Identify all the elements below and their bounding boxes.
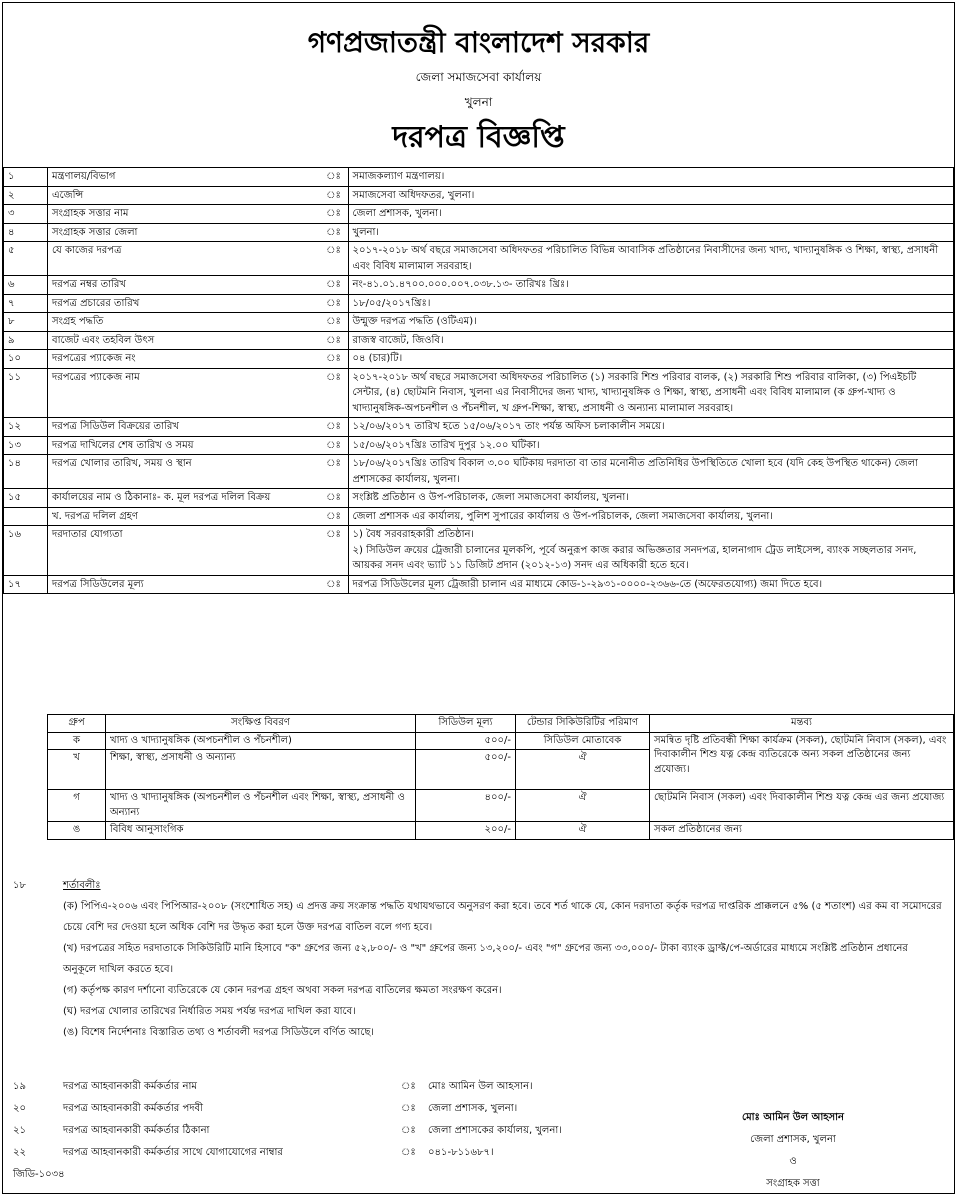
table-row: [4, 455, 954, 489]
col-header-desc: সংক্ষিপ্ত বিবরণ: [106, 715, 416, 733]
signatory-role: সংগ্রাহক সত্তা: [766, 1178, 820, 1189]
row-number: ৭: [4, 294, 48, 313]
signatory-and: ও: [789, 1156, 797, 1167]
table-row: [4, 313, 954, 332]
row-colon: ঃ: [320, 276, 349, 295]
row-colon: ঃ: [320, 575, 349, 594]
table-row: [4, 507, 954, 526]
row-number: ১২: [4, 418, 48, 437]
desc-cell: খাদ্য ও খাদ্যানুষঙ্গিক (অপচনশীল ও পঁচনশীল): [106, 732, 416, 750]
table-row: [4, 205, 954, 224]
row-colon: ঃ: [320, 455, 349, 489]
row-value: ২০১৭-২০১৮ অর্থ বছরে সমাজসেবা অধিদফতর পরিচালিত (১) সরকারি শিশু পরিবার বালক, (২) সরকারি শিশু পরিবার বালিকা, (৩) পিএইচটি সেন্টার, (৪) ছোটমনি নিবাস, খুলনা এর নিবাসীদের জন্য খাদ্য, খাদ্যানুষঙ্গিক ও শিক্ষা, স্বাস্থ্য, প্রসাধনী এবং বিবিধ মালামাল (ক গ্রুপ-খাদ্য ও খাদ্যানুষঙ্গিক-অপচনশীল ও পঁচনশীল, খ গ্রুপ-শিক্ষা, স্বাস্থ্য, প্রসাধনী ও অন্যান্য মালামাল সরবরাহ।: [348, 368, 954, 418]
row-value: ০৪ (চার)টি।: [348, 350, 954, 369]
remarks-cell: সমন্বিত দৃষ্টি প্রতিবন্ধী শিক্ষা কার্যক্রম (সকল), ছোটমনি নিবাস (সকল), এবং দিবাকালীন শিশু যত্ন কেন্দ্র ব্যতিরেকে অন্য সকল প্রতিষ্ঠানের জন্য প্রযোজ্য।: [650, 732, 954, 790]
row-number: ২২: [13, 1147, 27, 1158]
row-value: জেলা প্রশাসকের কার্যালয়, খুলনা।: [428, 1125, 562, 1136]
row-label: দরপত্র আহবানকারী কর্মকর্তার নাম: [63, 1081, 197, 1092]
table-row: [4, 223, 954, 242]
row-number: ২০: [13, 1103, 27, 1114]
office-name: জেলা সমাজসেবা কার্যালয়: [415, 70, 542, 84]
row-number: ৬: [4, 276, 48, 295]
term-item: (খ) দরপত্রের সহিত দরদাতাকে সিকিউরিটি মানি হিসাবে "ক" গ্রুপের জন্য ৫২,৮০০/- ও "খ" গ্রুপের জন্য ১৩,২০০/- এবং "গ" গ্রুপের জন্য ৩৩,০০০/- টাকা ব্যাংক ড্রাফ্ট/পে-অর্ডারের মাধ্যমে সংশ্লিষ্ট প্রতিষ্ঠান প্রধানের অনুকূলে দাখিল করতে হবে।: [63, 943, 908, 975]
table-row: [4, 350, 954, 369]
row-label: বাজেট এবং তহবিল উৎস: [48, 331, 320, 350]
row-label: দরপত্র খোলার তারিখ, সময় ও স্থান: [48, 455, 320, 489]
tender-notice-page: [2, 2, 955, 1194]
row-label: দরপত্র সিডিউল বিক্রয়ের তারিখ: [48, 418, 320, 437]
row-value: সমাজকল্যাণ মন্ত্রণালয়।: [348, 168, 954, 187]
schedule-price-table: [47, 714, 954, 840]
row-value: দরপত্র সিডিউলের মূল্য ট্রেজারী চালান এর মাধ্যমে কোড-১-২৯৩১-০০০০-২৩৬৬-তে (অফেরতযোগ্য) জমা দিতে হবে।: [348, 575, 954, 594]
row-value: ১৮/০৫/২০১৭খ্রিঃ।: [348, 294, 954, 313]
group-cell: খ: [48, 750, 106, 790]
security-cell: ঐ: [516, 790, 650, 822]
row-label: দরপত্র নম্বর তারিখ: [48, 276, 320, 295]
table-row: [4, 575, 954, 594]
row-label: দরপত্র আহবানকারী কর্মকর্তার সাথে যোগাযোগের নাম্বার: [63, 1147, 283, 1158]
row-colon: ঃ: [320, 168, 349, 187]
row-label: দরপত্র প্রচারের তারিখ: [48, 294, 320, 313]
price-cell: ৫০০/-: [416, 732, 516, 750]
desc-cell: খাদ্য ও খাদ্যানুষঙ্গিক (অপচনশীল ও পঁচনশীল এবং শিক্ষা, স্বাস্থ্য, প্রসাধনী ও অন্যান্য: [106, 790, 416, 822]
security-cell: ঐ: [516, 750, 650, 790]
signature-block: [693, 1107, 893, 1195]
row-number: ১৬: [4, 526, 48, 576]
security-cell: সিডিউল মোতাবেক: [516, 732, 650, 750]
price-cell: ৪০০/-: [416, 790, 516, 822]
row-label: এজেন্সি: [48, 186, 320, 205]
row-label: দরপত্র দাখিলের শেষ তারিখ ও সময়: [48, 436, 320, 455]
row-colon: ঃ: [401, 1103, 416, 1114]
table-row: [4, 368, 954, 418]
row-label: দরদাতার যোগ্যতা: [48, 526, 320, 576]
row-number: ১১: [4, 368, 48, 418]
row-value: জেলা প্রশাসক, খুলনা।: [428, 1103, 518, 1114]
desc-cell: বিবিধ আনুসাংগিক: [106, 822, 416, 840]
row-label: দরপত্রের প্যাকেজ নাম: [48, 368, 320, 418]
table-row: [48, 732, 954, 750]
table-row: [4, 526, 954, 576]
row-label: দরপত্র আহবানকারী কর্মকর্তার ঠিকানা: [63, 1125, 210, 1136]
row-value: জেলা প্রশাসক, খুলনা।: [348, 205, 954, 224]
col-header-remarks: মন্তব্য: [650, 715, 954, 733]
row-colon: ঃ: [320, 526, 349, 576]
row-label: দরপত্র সিডিউলের মূল্য: [48, 575, 320, 594]
table-row: [4, 168, 954, 187]
remarks-cell: ছোটমনি নিবাস (সকল) এবং দিবাকালীন শিশু যত্ন কেন্দ্র এর জন্য প্রযোজ্য: [650, 790, 954, 822]
row-number: ১৩: [4, 436, 48, 455]
term-item: (ক) পিপিএ-২০০৬ এবং পিপিআর-২০০৮ (সংশোধিত সহ) এ প্রদত্ত ক্রয় সংক্রান্ত পদ্ধতি যথাযথভাবে অনুসরণ করা হবে। তবে শর্ত থাকে যে, কোন দরদাতা কর্তৃক দরপত্র দাপ্তরিক প্রাক্কলনে ৫% (৫ শতাংশ) এর কম বা সমোদরের চেয়ে বেশি দর দেওয়া হলে অধিক বেশি দর উদ্ধৃত করা হলে উক্ত দরপত্র বাতিল বলে গণ্য হবে।: [63, 901, 942, 933]
group-cell: ঙ: [48, 822, 106, 840]
row-label: সংগ্রাহক সত্তার নাম: [48, 205, 320, 224]
term-item: (ঙ) বিশেষ নির্দেশনাঃ বিস্তারিত তথ্য ও শর্তাবলী দরপত্র সিডিউলে বর্ণিত আছে।: [63, 1027, 374, 1038]
row-colon: ঃ: [320, 368, 349, 418]
row-number: ৮: [4, 313, 48, 332]
row-colon: ঃ: [320, 507, 349, 526]
gd-code: জিডি-১০৩৪: [13, 1169, 65, 1180]
row-label: যে কাজের দরপত্র: [48, 242, 320, 276]
row-number: ২: [4, 186, 48, 205]
table-row: [48, 790, 954, 822]
row-label: সংগ্রহ পদ্ধতি: [48, 313, 320, 332]
terms-number: ১৮: [13, 880, 26, 891]
group-cell: গ: [48, 790, 106, 822]
remarks-cell: সকল প্রতিষ্ঠানের জন্য: [650, 822, 954, 840]
row-colon: ঃ: [320, 242, 349, 276]
government-title: গণপ্রজাতন্ত্রী বাংলাদেশ সরকার: [307, 26, 650, 59]
row-number: ১: [4, 168, 48, 187]
term-item: (গ) কর্তৃপক্ষ কারণ দর্শানো ব্যতিরেকে যে কোন দরপত্র গ্রহণ অথবা সকল দরপত্র বাতিলের ক্ষমতা সংরক্ষণ করেন।: [63, 985, 502, 996]
row-number: ৯: [4, 331, 48, 350]
row-value: রাজস্ব বাজেট, জিওবি।: [348, 331, 954, 350]
row-colon: ঃ: [320, 418, 349, 437]
row-value: খুলনা।: [348, 223, 954, 242]
row-value: মোঃ আমিন উল আহসান।: [428, 1081, 533, 1092]
row-label: খ. দরপত্র দলিল গ্রহণ: [48, 507, 320, 526]
col-header-group: গ্রুপ: [48, 715, 106, 733]
row-colon: ঃ: [320, 186, 349, 205]
security-cell: ঐ: [516, 822, 650, 840]
signatory-designation: জেলা প্রশাসক, খুলনা: [750, 1134, 836, 1145]
row-value: সমাজসেবা অধিদফতর, খুলনা।: [348, 186, 954, 205]
group-cell: ক: [48, 732, 106, 750]
row-value: ১২/০৬/২০১৭ তারিখ হতে ১৫/০৬/২০১৭ তাং পর্যন্ত অফিস চলাকালীন সময়ে।: [348, 418, 954, 437]
office-location: খুলনা: [464, 95, 493, 109]
row-colon: ঃ: [320, 350, 349, 369]
desc-cell: শিক্ষা, স্বাস্থ্য, প্রসাধনী ও অন্যান্য: [106, 750, 416, 790]
term-item: (ঘ) দরপত্র খোলার তারিখের নির্ধারিত সময় পর্যন্ত দরপত্র দাখিল করা যাবে।: [63, 1006, 356, 1017]
row-colon: ঃ: [320, 313, 349, 332]
row-colon: ঃ: [320, 489, 349, 508]
col-header-security: টেন্ডার সিকিউরিটির পরিমাণ: [516, 715, 650, 733]
table-row: [4, 436, 954, 455]
row-colon: ঃ: [320, 436, 349, 455]
table-row: [4, 294, 954, 313]
row-number: ৩: [4, 205, 48, 224]
table-row: [4, 331, 954, 350]
row-label: সংগ্রাহক সত্তার জেলা: [48, 223, 320, 242]
table-row: [48, 822, 954, 840]
row-value: ১৮/০৬/২০১৭খ্রিঃ তারিখ বিকাল ৩.০০ ঘটিকায় দরদাতা বা তার মনোনীত প্রতিনিধির উপস্থিতিতে খোলা হবে (যদি কেহ উপস্থিত থাকেন) জেলা প্রশাসকের কার্যালয়, খুলনা।: [348, 455, 954, 489]
row-number: ১৭: [4, 575, 48, 594]
col-header-price: সিডিউল মূল্য: [416, 715, 516, 733]
row-number: ১৫: [4, 489, 48, 508]
row-value: উন্মুক্ত দরপত্র পদ্ধতি (ওটিএম)।: [348, 313, 954, 332]
row-value: ১) বৈধ সরবরাহকারী প্রতিষ্ঠান। ২) সিডিউল ক্রয়ের ট্রেজারী চালানের মূলকপি, পূর্বে অনুরূপ কাজ করার অভিজ্ঞতার সনদপত্র, হালনাগাদ ট্রেড লাইসেন্স, ব্যাংক সচ্ছলতার সনদ, আয়কর সনদ এবং ভ্যাট ১১ ডিজিট প্রদান (২০১২-১৩) সনদ এর অধিকারী হতে হবে।: [348, 526, 954, 576]
row-colon: ঃ: [401, 1081, 416, 1092]
row-colon: ঃ: [320, 331, 349, 350]
row-number: ১০: [4, 350, 48, 369]
notice-title: দরপত্র বিজ্ঞপ্তি: [392, 120, 565, 155]
row-number: ২১: [13, 1125, 26, 1136]
row-value: ১৫/০৬/২০১৭খ্রিঃ তারিখ দুপুর ১২.০০ ঘটিকা।: [348, 436, 954, 455]
table-row: [4, 489, 954, 508]
row-number: ১৪: [4, 455, 48, 489]
row-colon: ঃ: [401, 1147, 416, 1158]
signatory-name: মোঃ আমিন উল আহসান: [742, 1112, 844, 1123]
row-value: ০৪১-৮১১৬৮৭।: [428, 1147, 494, 1158]
terms-title: শর্তাবলীঃ: [63, 880, 101, 891]
price-cell: ৫০০/-: [416, 750, 516, 790]
row-value: নং-৪১.০১.৪৭০০.০০০.০০৭.০৩৮.১৩- তারিখঃ খ্রিঃ।: [348, 276, 954, 295]
row-number: ৪: [4, 223, 48, 242]
tender-info-table: [3, 167, 954, 594]
table-row: [4, 276, 954, 295]
table-row: [4, 242, 954, 276]
row-label: দরপত্রের প্যাকেজ নং: [48, 350, 320, 369]
row-value: জেলা প্রশাসক এর কার্যালয়, পুলিশ সুপারের কার্যালয় ও উপ-পরিচালক, জেলা সমাজসেবা কার্যালয়, খুলনা।: [348, 507, 954, 526]
row-label: মন্ত্রণালয়/বিভাগ: [48, 168, 320, 187]
row-colon: ঃ: [401, 1125, 416, 1136]
row-colon: ঃ: [320, 205, 349, 224]
row-label: দরপত্র আহবানকারী কর্মকর্তার পদবী: [63, 1103, 203, 1114]
terms-list: [63, 896, 943, 1043]
row-value: ২০১৭-২০১৮ অর্থ বছরে সমাজসেবা অধিদফতর পরিচালিত বিভিন্ন আবাসিক প্রতিষ্ঠানের নিবাসীদের জন্য খাদ্য, খাদ্যানুষঙ্গিক ও শিক্ষা, স্বাস্থ্য, প্রসাধনী এবং বিবিধ মালামাল সরবরাহ।: [348, 242, 954, 276]
row-colon: ঃ: [320, 223, 349, 242]
row-label: কার্যালয়ের নাম ও ঠিকানাঃ- ক. মূল দরপত্র দলিল বিক্রয়: [48, 489, 320, 508]
row-number: ১৯: [13, 1081, 26, 1092]
price-cell: ২০০/-: [416, 822, 516, 840]
row-number: ৫: [4, 242, 48, 276]
table-row: [4, 418, 954, 437]
table-row: [4, 186, 954, 205]
row-number: [4, 507, 48, 526]
row-value: সংশ্লিষ্ট প্রতিষ্ঠান ও উপ-পরিচালক, জেলা সমাজসেবা কার্যালয়, খুলনা।: [348, 489, 954, 508]
row-colon: ঃ: [320, 294, 349, 313]
